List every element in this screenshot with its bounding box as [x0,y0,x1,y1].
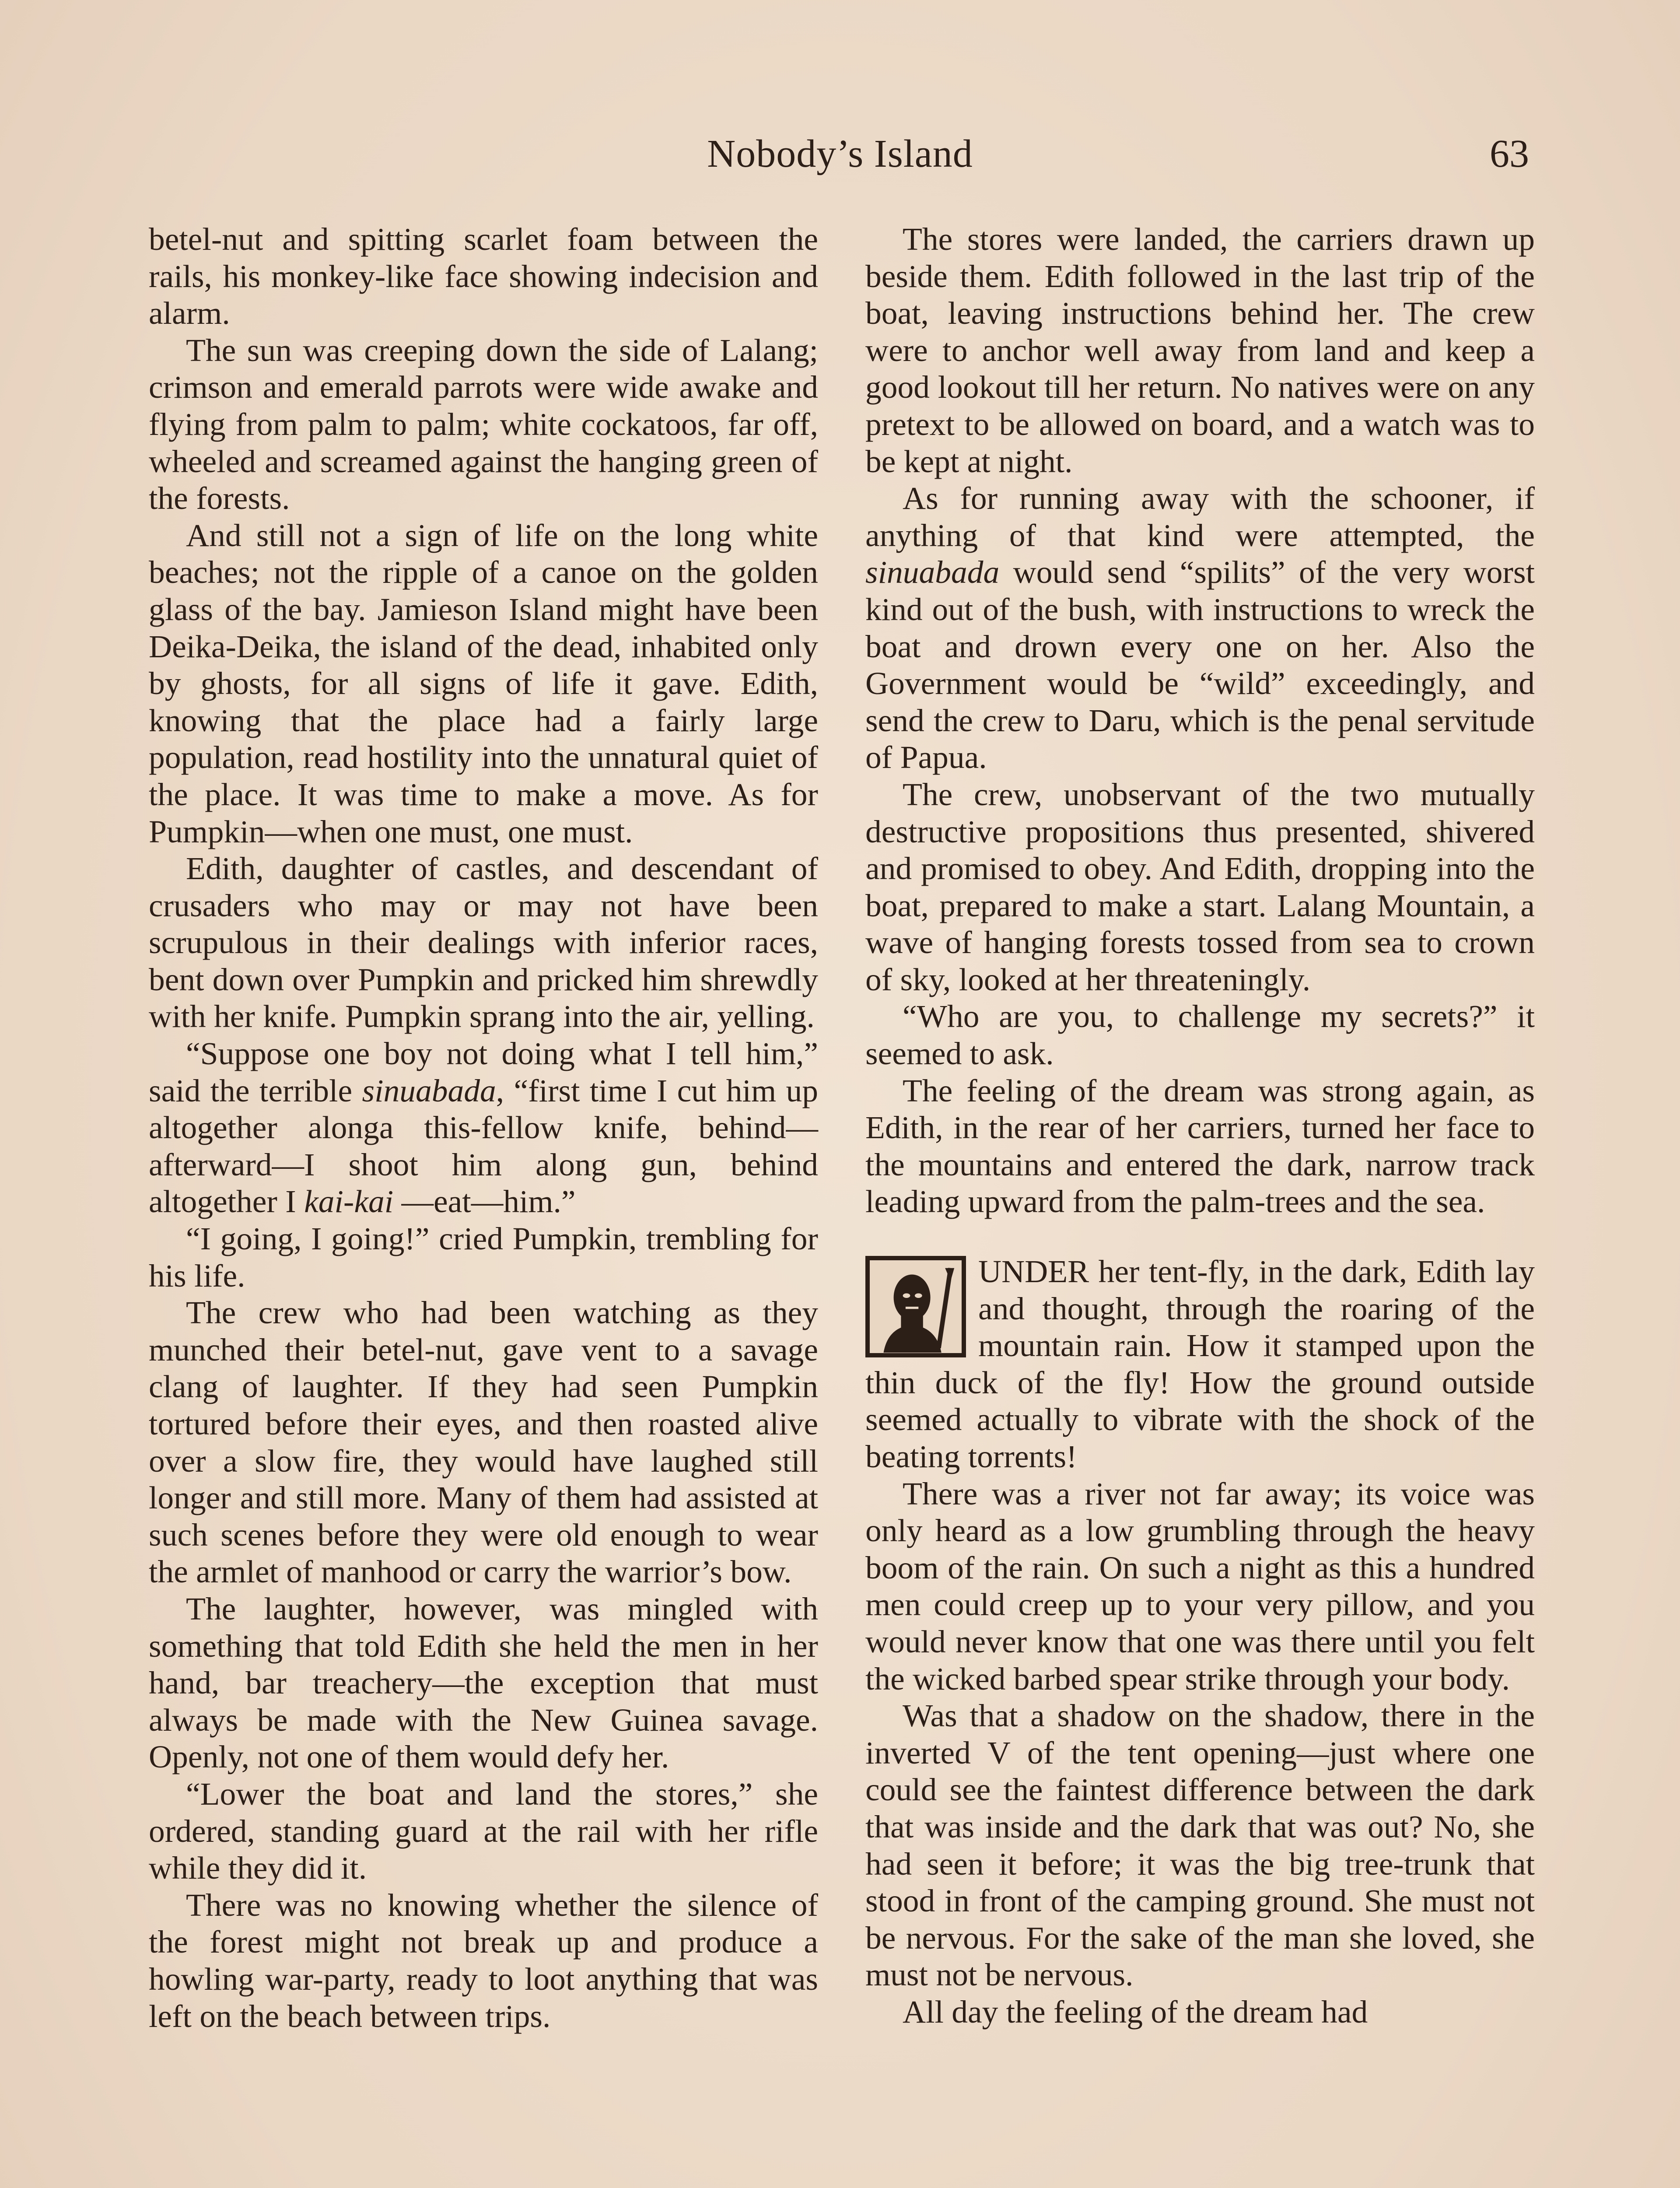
paragraph: And still not a sign of life on the long white beaches; not the ripple of a canoe on the golden glass of the bay. Jamieson Island might have been Deika-Deika, the island of the dead, inhabited only by ghosts, for all signs of life it gave. Edith, knowing that the place had a fairly large population, read hostility into the unnatural quiet of the place. It was time to make a move. As for Pumpkin—when one must, one must. [149,517,818,849]
paragraph: The crew who had been watching as they munched their betel-nut, gave vent to a savage clang of laughter. If they had seen Pumpkin tortured before their eyes, and then roasted alive over a slow fire, they would have laughed still longer and still more. Many of them had assisted at such scenes before they were old enough to wear the armlet of manhood or carry the warrior’s bow. [149,1295,818,1590]
paragraph: betel-nut and spitting scarlet foam between the rails, his monkey-like face showing indecision and alarm. [149,221,818,331]
paragraph [865,1253,1535,1476]
paragraph: “I going, I going!” cried Pumpkin, trembling for his life. [149,1221,818,1294]
paragraph: “Suppose one boy not doing what I tell him,” said the terrible sinuabada, “first time I cut him up altogether alonga this-fellow knife, behind—afterward—I shoot him along gun, behind altogether I kai-kai —eat—him.” [149,1036,819,1220]
paragraph: There was a river not far away; its voice was only heard as a low grumbling through the heavy boom of the rain. On such a night as this a hundred men could creep up to your very pillow, and you would never know that one was there until you felt the wicked barbed spear strike through your body. [865,1476,1535,1697]
paragraph: As for running away with the schooner, if anything of that kind were attempted, the sinuabada would send “spilits” of the very worst kind out of the bush, with instructions to wreck the boat and drown every one on her. Also the Government would be “wild” exceedingly, and send the crew to Daru, which is the penal servitude of Papua. [865,480,1535,775]
paragraph: Was that a shadow on the shadow, there in the inverted V of the tent opening—just where one could see the faintest difference between the dark that was inside and the dark that was out? No, she had seen it before; it was the big tree-trunk that stood in front of the camping ground. She must not be nervous. For the sake of the man she loved, she must not be nervous. [865,1698,1535,1993]
paragraph: The crew, unobservant of the two mutually destructive propositions thus presented, shivered and promised to obey. And Edith, dropping into the boat, prepared to make a start. Lalang Mountain, a wave of hanging forests tossed from sea to crown of sky, looked at her threateningly. [865,776,1535,997]
native-portrait-icon [865,1256,966,1357]
paragraph: All day the feeling of the dream had [903,1994,1368,2030]
left-column [149,221,818,2035]
paragraph: The sun was creeping down the side of Lalang; crimson and emerald parrots were wide awake and flying from palm to palm; white cockatoos, far off, wheeled and screamed against the hanging green of the forests. [149,332,818,516]
paragraph: Edith, daughter of castles, and descendant of crusaders who may or may not have been scrupulous in their dealings with inferior races, bent down over Pumpkin and pricked him shrewdly with her knife. Pumpkin sprang into the air, yelling. [149,851,818,1034]
paragraph: The laughter, however, was mingled with something that told Edith she held the men in her hand, bar treachery—the exception that must always be made with the New Guinea savage. Openly, not one of them would defy her. [149,1591,818,1775]
paragraph-text: UNDER her tent-fly, in the dark, Edith lay and thought, through the roaring of the mountain rain. How it stamped upon the thin duck of the fly! How the ground outside seemed actually to vibrate with the shock of the beating torrents! [865,1254,1535,1474]
paragraph: “Lower the boat and land the stores,” she ordered, standing guard at the rail with her rifle while they did it. [149,1776,818,1886]
page-number: 63 [1490,132,1529,175]
paragraph: There was no knowing whether the silence of the forest might not break up and produce a howling war-party, ready to loot anything that was left on the beach between trips. [149,1887,818,2034]
paragraph: The stores were landed, the carriers drawn up beside them. Edith followed in the last trip of the boat, leaving instructions behind her. The crew were to anchor well away from land and keep a good lookout till her return. No natives were on any pretext to be allowed on board, and a watch was to be kept at night. [865,221,1535,479]
running-title: Nobody’s Island [707,132,973,175]
right-column [865,221,1535,2031]
paragraph: “Who are you, to challenge my secrets?” it seemed to ask. [865,999,1535,1072]
paragraph: The feeling of the dream was strong again, as Edith, in the rear of her carriers, turned her face to the mountains and entered the dark, narrow track leading upward from the palm-trees and the sea. [865,1073,1535,1220]
